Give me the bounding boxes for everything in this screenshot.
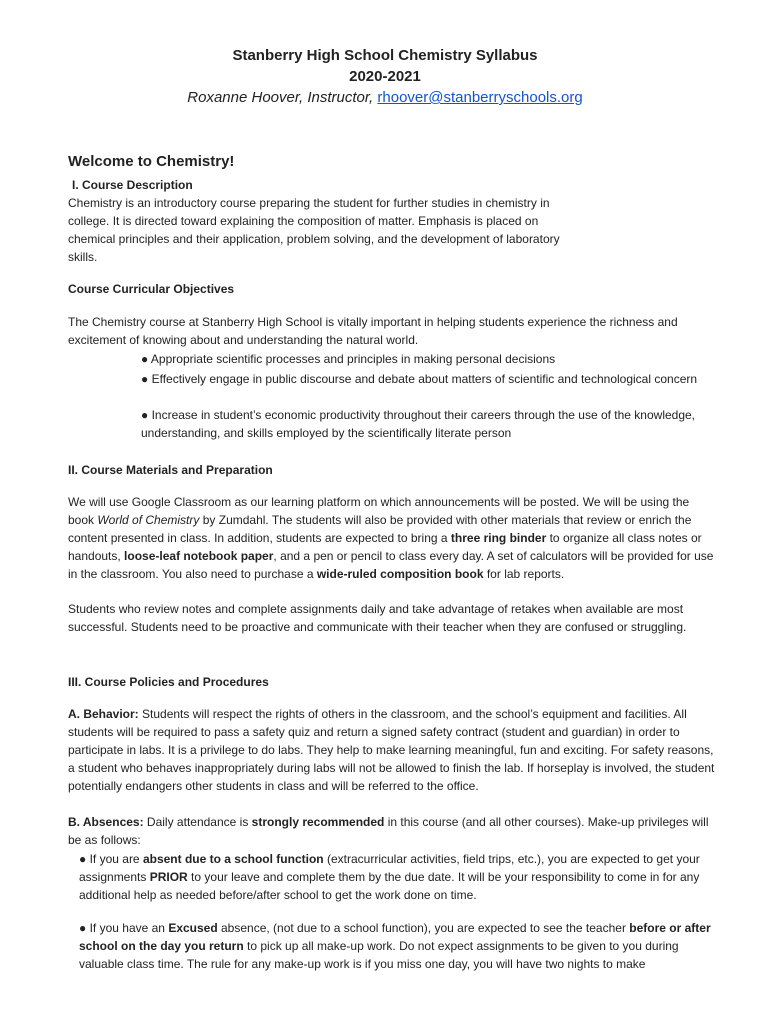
doc-year: 2020-2021	[349, 68, 421, 85]
text-run: by Zumdahl. The students will also be provided with other materials that review or enrich the content presented in class. In addition, students are expected to bring a	[68, 513, 692, 545]
section-2-heading: II. Course Materials and Preparation	[68, 463, 273, 477]
text-run: ● If you have an	[79, 921, 169, 935]
text-run: in this course (and all other courses). Make-up privileges will be as follows:	[68, 815, 709, 847]
objective-item: ● Effectively engage in public discourse and debate about matters of scientific and technological concern	[141, 372, 698, 386]
section-1-heading: I. Course Description	[72, 178, 193, 192]
objectives-heading: Course Curricular Objectives	[68, 282, 235, 296]
welcome-heading: Welcome to Chemistry!	[68, 153, 235, 170]
text-run-bold: before or after school on the day you return	[79, 921, 711, 953]
instructor-line	[0, 89, 770, 106]
absences-paragraph	[68, 813, 718, 849]
course-description: Chemistry is an introductory course preparing the student for further studies in chemistry in college. It is directed toward explaining the composition of matter. Emphasis is placed on chemical principles and their application, problem solving, and the development of laboratory skills.	[68, 196, 560, 264]
text-run: to your leave and complete them by the due date. It will be your responsibility to come in for any additional help as needed before/after school to get the work done on time.	[79, 870, 700, 902]
section-3-heading: III. Course Policies and Procedures	[68, 675, 269, 689]
text-run: Students will respect the rights of others in the classroom, and the school’s equipment and facilities. All students will be required to pass a safety quiz and return a signed safety contract (student and guardian) in order to participate in labs. It is a privilege to do labs. They help to make learning meaningful, fun and exciting. For safety reasons, a student who behaves inappropriately during labs will not be allowed to finish the lab. If horseplay is involved, the student potentially endangers other students in class and will be referred to the office.	[68, 707, 715, 793]
text-run: (extracurricular activities, field trips, etc.), you are expected to get your assignments	[79, 852, 700, 884]
text-run-bold: strongly recommended	[251, 815, 385, 829]
instructor-name: Roxanne Hoover, Instructor,	[187, 89, 378, 106]
materials-paragraph	[68, 493, 718, 583]
success-paragraph: Students who review notes and complete assignments daily and take advantage of retakes when available are most successful. Students need to be proactive and communicate with their teacher when they are confused or struggling.	[68, 602, 687, 634]
binder-requirement: three ring binder	[450, 531, 547, 545]
objective-item: ● Increase in student’s economic productivity throughout their careers through the use of the knowledge, understanding, and skills employed by the scientifically literate person	[141, 408, 696, 440]
text-run: to pick up all make-up work. Do not expect assignments to be given to you during valuable class time. The rule for any make-up work is if you miss one day, you will have two nights to make	[79, 939, 679, 971]
text-run: We will use Google Classroom as our learning platform on which announcements will be posted. We will be using the book	[68, 495, 690, 527]
text-run-bold: PRIOR	[149, 870, 188, 884]
doc-title: Stanberry High School Chemistry Syllabus	[232, 47, 538, 64]
text-run: , and a pen or pencil to class every day. A set of calculators will be provided for use in the classroom. You also need to purchase a	[68, 549, 714, 581]
text-run-bold: absent due to a school function	[142, 852, 324, 866]
text-run: absence, (not due to a school function), you are expected to see the teacher	[217, 921, 630, 935]
textbook-title: World of Chemistry	[97, 513, 200, 527]
text-run: to organize all class notes or handouts,	[68, 531, 702, 563]
behavior-paragraph	[68, 705, 718, 795]
text-run: ● If you are	[79, 852, 143, 866]
behavior-label: A. Behavior:	[68, 707, 139, 721]
absence-rule	[79, 850, 719, 904]
composition-book-requirement: wide-ruled composition book	[316, 567, 484, 581]
objectives-intro: The Chemistry course at Stanberry High School is vitally important in helping students experience the richness and excitement of knowing about and understanding the natural world.	[68, 315, 678, 347]
text-run: Daily attendance is	[143, 815, 252, 829]
absence-rule	[79, 919, 719, 973]
objective-item: ● Appropriate scientific processes and principles in making personal decisions	[141, 352, 556, 366]
paper-requirement: loose-leaf notebook paper	[124, 549, 274, 563]
instructor-email-link[interactable]: rhoover@stanberryschools.org	[377, 89, 583, 106]
absences-label: B. Absences:	[68, 815, 144, 829]
text-run-bold: Excused	[168, 921, 218, 935]
text-run: for lab reports.	[483, 567, 565, 581]
